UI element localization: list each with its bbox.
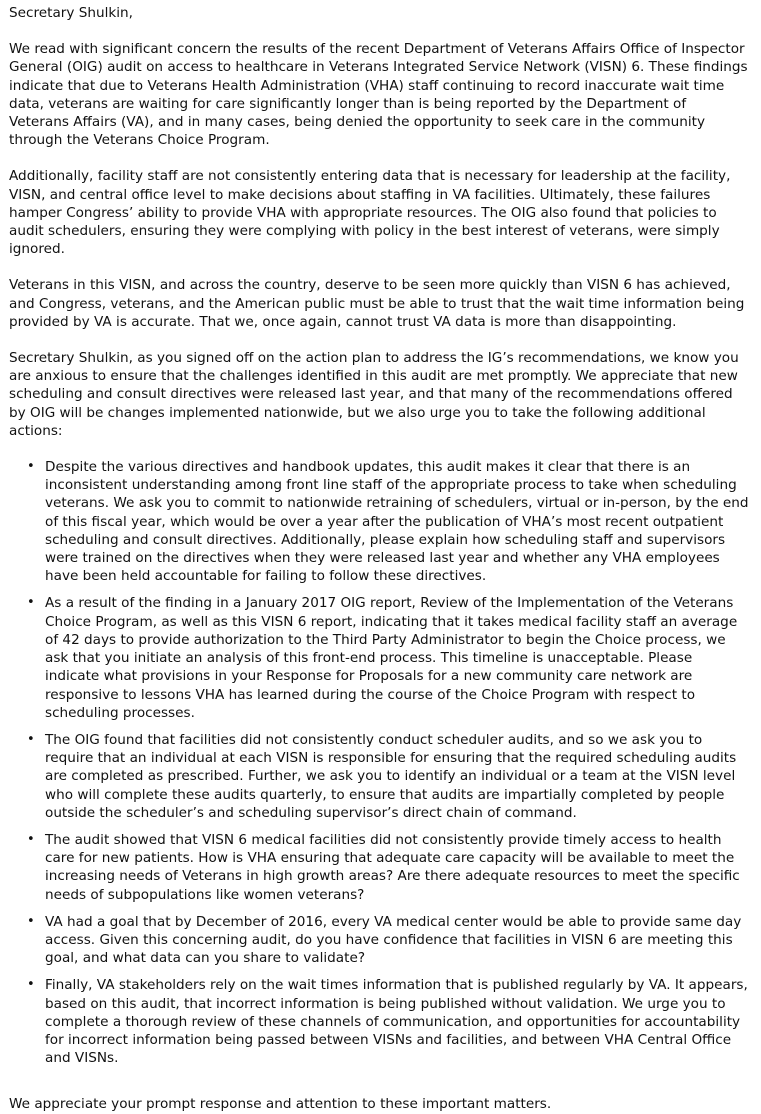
paragraph-trust: Veterans in this VISN, and across the country, deserve to be seen more quickly than VISN 6 has achieved, and Congress, veterans, and the American public must be able to trust that the wait time information being provided by VA is accurate. That we, once again, cannot trust VA data is more than disappointing.	[9, 277, 745, 330]
bullet-icon: •	[27, 731, 35, 747]
bullet-icon: •	[27, 831, 35, 847]
action-item	[9, 831, 749, 904]
bullet-icon: •	[27, 977, 35, 993]
action-item-text: The audit showed that VISN 6 medical facilities did not consistently provide timely access to health care for new patients. How is VHA ensuring that adequate care capacity will be available to meet the increasing needs of Veterans in high growth areas? Are there adequate resources to meet the specific needs of subpopulations like women veterans?	[45, 831, 740, 903]
action-list	[9, 458, 749, 1067]
paragraph-action-plan: Secretary Shulkin, as you signed off on the action plan to address the IG’s recommendations, we know you are anxious to ensure that the challenges identified in this audit are met promptly. We appreciate that new scheduling and consult directives were released last year, and that many of the recommendations offered by OIG will be changes implemented nationwide, but we also urge you to take the following additional actions:	[9, 350, 739, 439]
bullet-icon: •	[27, 913, 35, 929]
action-item	[9, 976, 749, 1067]
action-item-text: Despite the various directives and handbook updates, this audit makes it clear that there is an inconsistent understanding among front line staff of the appropriate process to take when scheduling veterans. We ask you to commit to nationwide retraining of schedulers, virtual or in-person, by the end of this fiscal year, which would be over a year after the publication of VHA’s most recent outpatient scheduling and consult directives. Additionally, please explain how scheduling staff and supervisors were trained on the directives when they were released last year and whether any VHA employees have been held accountable for failing to follow these directives.	[45, 459, 749, 585]
paragraph-findings: We read with significant concern the results of the recent Department of Veterans Affairs Office of Inspector General (OIG) audit on access to healthcare in Veterans Integrated Service Network (VISN) 6. These findings indicate that due to Veterans Health Administration (VHA) staff continuing to record inaccurate wait time data, veterans are waiting for care significantly longer than is being reported by the Department of Veterans Affairs (VA), and in many cases, being denied the opportunity to seek care in the community through the Veterans Choice Program.	[9, 41, 748, 149]
action-item-text: Finally, VA stakeholders rely on the wait times information that is published regularly by VA. It appears, based on this audit, that incorrect information is being published without validation. We urge you to complete a thorough review of these channels of communication, and opportunities for accountability for incorrect information being passed between VISNs and facilities, and between VHA Central Office and VISNs.	[45, 977, 748, 1067]
action-item	[9, 731, 749, 822]
action-item-text: VA had a goal that by December of 2016, every VA medical center would be able to provide same day access. Given this concerning audit, do you have confidence that facilities in VISN 6 are meeting this goal, and what data can you share to validate?	[45, 913, 742, 967]
paragraph-data-entry: Additionally, facility staff are not consistently entering data that is necessary for leadership at the facility, VISN, and central office level to make decisions about staffing in VA facilities. Ultimately, these failures hamper Congress’ ability to provide VHA with appropriate resources. The OIG also found that policies to audit schedulers, ensuring they were complying with policy in the best interest of veterans, were simply ignored.	[9, 168, 731, 258]
salutation: Secretary Shulkin,	[9, 5, 133, 21]
action-item	[9, 458, 749, 585]
closing-line: We appreciate your prompt response and attention to these important matters.	[9, 1096, 552, 1113]
action-item-text: As a result of the finding in a January 2017 OIG report, Review of the Implementation of the Veterans Choice Program, as well as this VISN 6 report, indicating that it takes medical facility staff an average of 42 days to provide authorization to the Third Party Administrator to begin the Choice process, we ask that you initiate an analysis of this front-end process. This timeline is unacceptable. Please indicate what provisions in your Response for Proposals for a new community care network are responsive to lessons VHA has learned during the course of the Choice Program with respect to scheduling processes.	[45, 595, 738, 721]
action-item	[9, 913, 749, 968]
action-item	[9, 594, 749, 721]
bullet-icon: •	[27, 459, 35, 475]
action-item-text: The OIG found that facilities did not consistently conduct scheduler audits, and so we ask you to require that an individual at each VISN is responsible for ensuring that the required scheduling audits are completed as prescribed. Further, we ask you to identify an individual or a team at the VISN level who will complete these audits quarterly, to ensure that audits are impartially completed by people outside the scheduler’s and scheduling supervisor’s direct chain of command.	[45, 731, 737, 821]
bullet-icon: •	[27, 595, 35, 611]
